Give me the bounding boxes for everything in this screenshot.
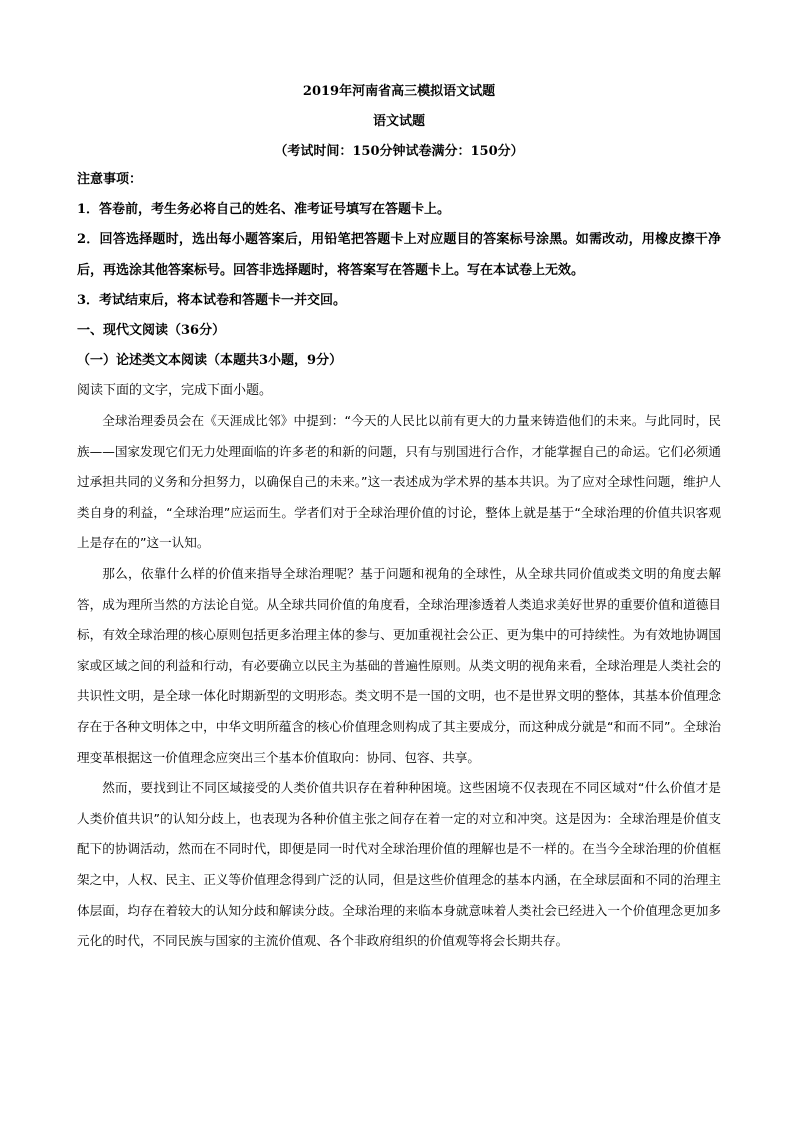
passage-paragraph-1: 全球治理委员会在《天涯成比邻》中提到：“今天的人民比以前有更大的力量来铸造他们的未来。与此同时，民族——国家发现它们无力处理面临的许多老的和新的问题，只有与别国进行合作，才能掌握自己的命运。它们必须通过承担共同的义务和分担努力，以确保自己的未来。”这一表述成为学术界的基本共识。为了应对全球性问题，维护人类自身的利益，“全球治理”应运而生。学者们对于全球治理价值的讨论，整体上就是基于“全球治理的价值共识客观上是存在的”这一认知。 bbox=[77, 413, 721, 551]
passage-paragraph-2: 那么，依靠什么样的价值来指导全球治理呢？基于问题和视角的全球性，从全球共同价值或类文明的角度去解答，成为理所当然的方法论自觉。从全球共同价值的角度看，全球治理渗透着人类追求美好世界的重要价值和道德目标，有效全球治理的核心原则包括更多治理主体的参与、更加重视社会公正、更为集中的可持续性。为有效地协调国家或区域之间的利益和行动，有必要确立以民主为基础的普遍性原则。从类文明的视角来看，全球治理是人类社会的共识性文明，是全球一体化时期新型的文明形态。类文明不是一国的文明，也不是世界文明的整体，其基本价值理念存在于各种文明体之中，中华文明所蕴含的核心价值理念则构成了其主要成分，而这种成分就是“和而不同”。全球治理变革根据这一价值理念应突出三个基本价值取向：协同、包容、共享。 bbox=[77, 565, 721, 765]
exam-page bbox=[77, 78, 721, 957]
notice-heading: 注意事项： bbox=[77, 172, 143, 187]
notice-item-2: 2．回答选择题时，选出每小题答案后，用铅笔把答题卡上对应题目的答案标号涂黑。如需改动，用橡皮擦干净后，再选涂其他答案标号。回答非选择题时，将答案写在答题卡上。写在本试卷上无效。 bbox=[77, 232, 721, 278]
passage-paragraph-3: 然而，要找到让不同区域接受的人类价值共识存在着种种困境。这些困境不仅表现在不同区域对“什么价值才是人类价值共识”的认知分歧上，也表现为各种价值主张之间存在着一定的对立和冲突。这是因为：全球治理是价值支配下的协调活动，然而在不同时代，即便是同一时代对全球治理价值的理解也是不一样的。在当今全球治理的价值框架之中，人权、民主、正义等价值理念得到广泛的认同，但是这些价值理念的基本内涵，在全球层面和不同的治理主体层面，均存在着较大的认知分歧和解读分歧。全球治理的来临本身就意味着人类社会已经进入一个价值理念更加多元化的时代，不同民族与国家的主流价值观、各个非政府组织的价值观等将会长期共存。 bbox=[77, 780, 721, 949]
section-sub-heading: （一）论述类文本阅读（本题共3小题，9分） bbox=[77, 353, 343, 368]
reading-instruction: 阅读下面的文字，完成下面小题。 bbox=[77, 383, 273, 398]
notice-item-3: 3．考试结束后，将本试卷和答题卡一并交回。 bbox=[77, 293, 347, 308]
exam-title: 2019年河南省高三模拟语文试题 bbox=[302, 84, 496, 99]
exam-time-note: （考试时间：150分钟试卷满分：150分） bbox=[274, 144, 524, 159]
notice-item-1: 1．答卷前，考生务必将自己的姓名、准考证号填写在答题卡上。 bbox=[77, 202, 451, 217]
exam-subtitle: 语文试题 bbox=[372, 114, 425, 129]
section-heading: 一、现代文阅读（36分） bbox=[77, 323, 226, 338]
